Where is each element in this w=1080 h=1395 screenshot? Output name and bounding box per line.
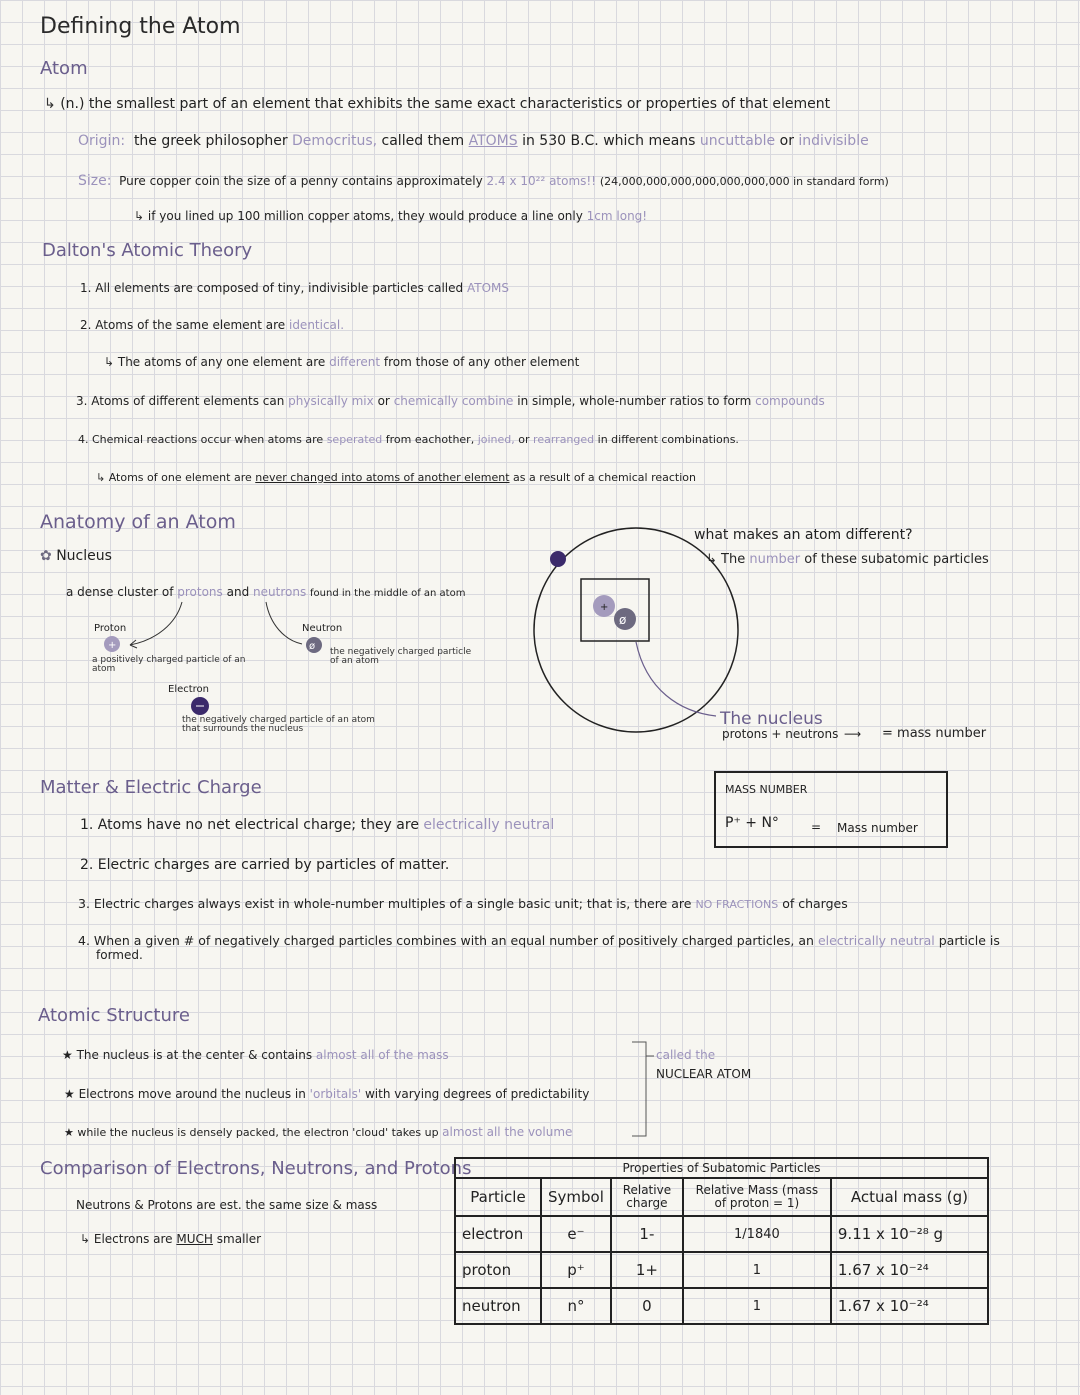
sub-arrow-icon: ↳ bbox=[134, 209, 148, 223]
sub-arrow-icon: ↳ bbox=[44, 96, 61, 112]
dalton-point-1: 1. All elements are composed of tiny, indivisible particles called ATOMS bbox=[80, 281, 509, 295]
electron-definition: the negatively charged particle of an atom that surrounds the nucleus bbox=[182, 715, 375, 734]
nuclear-atom-called: called the bbox=[656, 1048, 716, 1062]
svg-text:+: + bbox=[108, 640, 117, 651]
svg-text:ø: ø bbox=[619, 613, 627, 627]
sub-arrow-icon: ↳ bbox=[104, 355, 118, 369]
cell-actual-mass: 9.11 x 10⁻²⁸ g bbox=[831, 1216, 988, 1252]
header-relative-charge: Relative charge bbox=[611, 1178, 683, 1216]
atom-heading: Atom bbox=[40, 58, 88, 79]
structure-heading: Atomic Structure bbox=[38, 1005, 190, 1026]
nucleus-label: ✿ Nucleus bbox=[40, 548, 112, 564]
sub-arrow-icon: ↳ bbox=[706, 552, 722, 567]
structure-point-1: ★ The nucleus is at the center & contains almost all of the mass bbox=[62, 1048, 449, 1062]
nucleus-pointer bbox=[636, 642, 716, 716]
charge-point-4: 4. When a given # of negatively charged particles combines with an equal number of positively charged particles, an electrically neutral particle is bbox=[78, 933, 1000, 948]
electron-label: Electron bbox=[168, 684, 210, 695]
svg-text:+: + bbox=[600, 602, 609, 613]
cell-particle: neutron bbox=[455, 1288, 541, 1324]
cell-actual-mass: 1.67 x 10⁻²⁴ bbox=[831, 1252, 988, 1288]
atom-answer: ↳ The number of these subatomic particles bbox=[706, 552, 989, 567]
dalton-point-3: 3. Atoms of different elements can physically mix or chemically combine in simple, whole-number ratios to form compounds bbox=[76, 394, 825, 408]
header-relative-mass: Relative Mass (mass of proton = 1) bbox=[683, 1178, 831, 1216]
cell-symbol: e⁻ bbox=[541, 1216, 611, 1252]
subatomic-particles-table bbox=[454, 1157, 989, 1325]
nucleus-caption: The nucleus bbox=[720, 709, 823, 729]
structure-point-3: ★ while the nucleus is densely packed, the electron 'cloud' takes up almost all the volume bbox=[64, 1125, 573, 1139]
mass-equation-left: protons + neutrons bbox=[722, 727, 839, 741]
charge-point-2: 2. Electric charges are carried by particles of matter. bbox=[80, 857, 450, 873]
mass-equation-right: = mass number bbox=[882, 726, 987, 741]
charge-point-4-cont: formed. bbox=[96, 948, 143, 962]
table-row bbox=[455, 1252, 988, 1288]
comparison-heading: Comparison of Electrons, Neutrons, and Protons bbox=[40, 1158, 472, 1179]
atom-question: what makes an atom different? bbox=[694, 527, 913, 543]
cell-particle: electron bbox=[455, 1216, 541, 1252]
mass-equation-arrow-icon: ⟶ bbox=[844, 727, 862, 741]
dalton-heading: Dalton's Atomic Theory bbox=[42, 240, 253, 261]
nuclear-atom-bracket bbox=[632, 1042, 646, 1136]
cell-charge: 0 bbox=[611, 1288, 683, 1324]
header-particle: Particle bbox=[455, 1178, 541, 1216]
nucleus-box bbox=[581, 579, 649, 641]
cell-relative-mass: 1 bbox=[683, 1288, 831, 1324]
orbit-electron-icon bbox=[550, 551, 566, 567]
neutron-label: Neutron bbox=[302, 623, 343, 634]
size-sub-line: ↳ if you lined up 100 million copper atoms, they would produce a line only 1cm long! bbox=[134, 209, 648, 223]
nucleus-cluster-icon: ✿ bbox=[40, 548, 52, 564]
cell-symbol: n° bbox=[541, 1288, 611, 1324]
cell-relative-mass: 1 bbox=[683, 1252, 831, 1288]
dalton-point-4-sub: ↳ Atoms of one element are never changed into atoms of another element as a result of a chemical reaction bbox=[96, 471, 696, 484]
cell-actual-mass: 1.67 x 10⁻²⁴ bbox=[831, 1288, 988, 1324]
cell-charge: 1- bbox=[611, 1216, 683, 1252]
charge-heading: Matter & Electric Charge bbox=[40, 777, 262, 798]
charge-point-1: 1. Atoms have no net electrical charge; they are electrically neutral bbox=[80, 817, 555, 833]
mass-number-eq-left: P⁺ + N° bbox=[725, 815, 779, 831]
cell-symbol: p⁺ bbox=[541, 1252, 611, 1288]
table-row bbox=[455, 1288, 988, 1324]
header-actual-mass: Actual mass (g) bbox=[831, 1178, 988, 1216]
atom-definition: ↳ (n.) the smallest part of an element that exhibits the same exact characteristics or properties of that element bbox=[44, 96, 831, 112]
anatomy-heading: Anatomy of an Atom bbox=[40, 511, 236, 533]
cell-particle: proton bbox=[455, 1252, 541, 1288]
proton-definition: a positively charged particle of an atom bbox=[92, 655, 246, 674]
svg-text:ø: ø bbox=[309, 641, 316, 652]
mass-number-title: MASS NUMBER bbox=[725, 783, 808, 796]
charge-point-3: 3. Electric charges always exist in whole-number multiples of a single basic unit; that is, there are NO FRACTIONS of charges bbox=[78, 896, 848, 911]
proton-pointer bbox=[130, 602, 182, 645]
nuclear-atom-label: NUCLEAR ATOM bbox=[656, 1067, 752, 1081]
page-title: Defining the Atom bbox=[40, 14, 241, 39]
neutron-definition: the negatively charged particle of an atom bbox=[330, 647, 472, 666]
cell-relative-mass: 1/1840 bbox=[683, 1216, 831, 1252]
comparison-line-1: Neutrons & Protons are est. the same size & mass bbox=[76, 1198, 378, 1212]
header-symbol: Symbol bbox=[541, 1178, 611, 1216]
neutron-pointer bbox=[266, 602, 302, 644]
cell-charge: 1+ bbox=[611, 1252, 683, 1288]
table-caption: Properties of Subatomic Particles bbox=[455, 1158, 988, 1178]
mass-number-eq-mid: = bbox=[811, 820, 822, 834]
table-row bbox=[455, 1216, 988, 1252]
dalton-point-4: 4. Chemical reactions occur when atoms are seperated from eachother, joined, or rearranged in different combinations. bbox=[78, 433, 739, 446]
structure-point-2: ★ Electrons move around the nucleus in 'orbitals' with varying degrees of predictability bbox=[64, 1087, 590, 1101]
mass-number-eq-right: Mass number bbox=[837, 821, 918, 835]
origin-line: Origin: the greek philosopher Democritus, called them ATOMS in 530 B.C. which means uncuttable or indivisible bbox=[78, 133, 869, 149]
proton-label: Proton bbox=[94, 623, 127, 634]
comparison-line-2: ↳ Electrons are MUCH smaller bbox=[80, 1232, 262, 1246]
size-line: Size: Pure copper coin the size of a penny contains approximately 2.4 x 10²² atoms!! (24,000,000,000,000,000,000,000 in standard form) bbox=[78, 173, 889, 189]
dalton-point-2: 2. Atoms of the same element are identical. bbox=[80, 318, 345, 332]
sub-arrow-icon: ↳ bbox=[96, 471, 109, 484]
sub-arrow-icon: ↳ bbox=[80, 1232, 94, 1246]
dalton-point-2-sub: ↳ The atoms of any one element are different from those of any other element bbox=[104, 355, 580, 369]
nucleus-definition: a dense cluster of protons and neutrons found in the middle of an atom bbox=[66, 585, 466, 599]
